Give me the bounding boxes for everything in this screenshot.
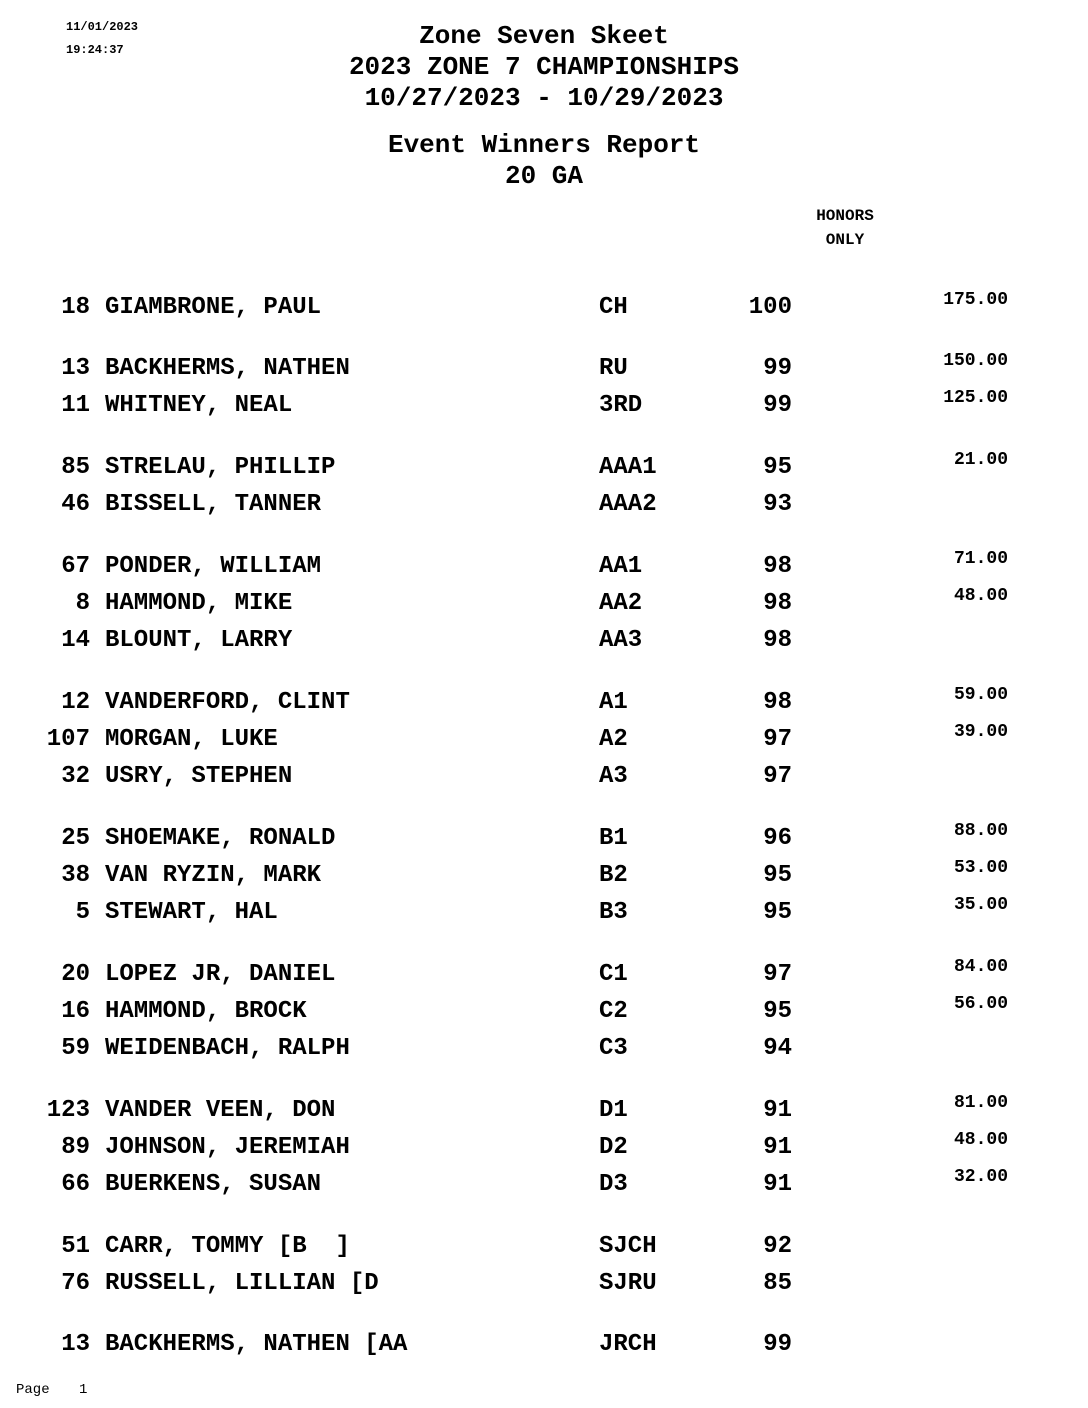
class-award: CH <box>599 294 628 321</box>
winner-row <box>0 1035 1088 1067</box>
event-dates: 10/27/2023 - 10/29/2023 <box>364 83 724 113</box>
shooter-name: VAN RYZIN, MARK <box>105 862 322 889</box>
report-title: Event Winners Report <box>387 130 701 160</box>
score: 98 <box>763 590 792 617</box>
shooter-name: SHOEMAKE, RONALD <box>105 825 336 852</box>
honors-amount: 59.00 <box>953 685 1008 705</box>
score: 98 <box>763 627 792 654</box>
winner-row <box>0 1167 1088 1203</box>
score: 96 <box>763 825 792 852</box>
shooter-number: 32 <box>61 763 90 790</box>
score: 92 <box>763 1233 792 1260</box>
honors-amount: 48.00 <box>953 586 1008 606</box>
honors-amount: 175.00 <box>943 290 1008 310</box>
shooter-number: 66 <box>61 1171 90 1198</box>
winner-row <box>0 1270 1088 1302</box>
shooter-number: 16 <box>61 998 90 1025</box>
honors-amount: 84.00 <box>953 957 1008 977</box>
class-award: B3 <box>599 899 628 926</box>
score: 100 <box>748 294 792 321</box>
shooter-number: 5 <box>75 899 90 926</box>
event-name: 2023 ZONE 7 CHAMPIONSHIPS <box>348 52 740 82</box>
shooter-number: 76 <box>61 1270 90 1297</box>
honors-amount: 39.00 <box>953 722 1008 742</box>
shooter-name: STEWART, HAL <box>105 899 278 926</box>
class-award: SJRU <box>599 1270 657 1297</box>
shooter-number: 20 <box>61 961 90 988</box>
only-header: ONLY <box>825 231 865 249</box>
class-award: A2 <box>599 726 628 753</box>
score: 99 <box>763 355 792 382</box>
shooter-name: RUSSELL, LILLIAN [D <box>105 1270 379 1297</box>
honors-amount: 48.00 <box>953 1130 1008 1150</box>
shooter-name: JOHNSON, JEREMIAH <box>105 1134 350 1161</box>
shooter-number: 8 <box>75 590 90 617</box>
winner-row <box>0 1331 1088 1363</box>
shooter-number: 25 <box>61 825 90 852</box>
score: 85 <box>763 1270 792 1297</box>
shooter-name: BUERKENS, SUSAN <box>105 1171 322 1198</box>
winner-row <box>0 1130 1088 1166</box>
score: 93 <box>763 491 792 518</box>
score: 98 <box>763 689 792 716</box>
shooter-name: CARR, TOMMY [B ] <box>105 1233 350 1260</box>
shooter-number: 85 <box>61 454 90 481</box>
score: 99 <box>763 1331 792 1358</box>
shooter-name: PONDER, WILLIAM <box>105 553 322 580</box>
shooter-number: 107 <box>46 726 90 753</box>
class-award: AA3 <box>599 627 643 654</box>
score: 95 <box>763 454 792 481</box>
shooter-number: 89 <box>61 1134 90 1161</box>
gauge-label: 20 GA <box>504 161 583 191</box>
winner-row <box>0 685 1088 721</box>
shooter-number: 14 <box>61 627 90 654</box>
class-award: B1 <box>599 825 628 852</box>
shooter-number: 46 <box>61 491 90 518</box>
score: 98 <box>763 553 792 580</box>
shooter-name: VANDERFORD, CLINT <box>105 689 350 716</box>
winner-row <box>0 858 1088 894</box>
class-award: AAA2 <box>599 491 657 518</box>
class-award: RU <box>599 355 628 382</box>
winner-row <box>0 722 1088 758</box>
shooter-name: HAMMOND, MIKE <box>105 590 293 617</box>
class-award: C2 <box>599 998 628 1025</box>
winner-row <box>0 450 1088 486</box>
winner-row <box>0 994 1088 1030</box>
shooter-name: USRY, STEPHEN <box>105 763 293 790</box>
score: 95 <box>763 862 792 889</box>
class-award: D3 <box>599 1171 628 1198</box>
winner-row <box>0 821 1088 857</box>
shooter-number: 12 <box>61 689 90 716</box>
page-number: 1 <box>79 1382 88 1398</box>
winner-row <box>0 1093 1088 1129</box>
score: 91 <box>763 1134 792 1161</box>
shooter-name: BACKHERMS, NATHEN [AA <box>105 1331 408 1358</box>
shooter-name: HAMMOND, BROCK <box>105 998 307 1025</box>
score: 94 <box>763 1035 792 1062</box>
winner-row <box>0 1233 1088 1265</box>
shooter-name: GIAMBRONE, PAUL <box>105 294 322 321</box>
class-award: AA1 <box>599 553 643 580</box>
winner-row <box>0 290 1088 326</box>
winner-row <box>0 491 1088 523</box>
shooter-number: 18 <box>61 294 90 321</box>
score: 97 <box>763 763 792 790</box>
shooter-number: 11 <box>61 392 90 419</box>
shooter-name: MORGAN, LUKE <box>105 726 278 753</box>
winner-row <box>0 627 1088 659</box>
class-award: 3RD <box>599 392 643 419</box>
class-award: A3 <box>599 763 628 790</box>
honors-amount: 88.00 <box>953 821 1008 841</box>
honors-amount: 53.00 <box>953 858 1008 878</box>
club-name: Zone Seven Skeet <box>419 21 669 51</box>
shooter-number: 13 <box>61 355 90 382</box>
shooter-name: STRELAU, PHILLIP <box>105 454 336 481</box>
honors-amount: 56.00 <box>953 994 1008 1014</box>
honors-amount: 125.00 <box>943 388 1008 408</box>
shooter-number: 123 <box>46 1097 90 1124</box>
winner-row <box>0 957 1088 993</box>
honors-amount: 81.00 <box>953 1093 1008 1113</box>
class-award: C1 <box>599 961 628 988</box>
honors-header: HONORS <box>816 207 874 225</box>
score: 97 <box>763 961 792 988</box>
score: 91 <box>763 1171 792 1198</box>
class-award: D2 <box>599 1134 628 1161</box>
shooter-name: BLOUNT, LARRY <box>105 627 293 654</box>
score: 95 <box>763 899 792 926</box>
shooter-number: 59 <box>61 1035 90 1062</box>
class-award: AA2 <box>599 590 643 617</box>
winner-row <box>0 351 1088 387</box>
winner-row <box>0 895 1088 931</box>
winner-row <box>0 763 1088 795</box>
shooter-number: 38 <box>61 862 90 889</box>
winner-row <box>0 586 1088 622</box>
shooter-name: WEIDENBACH, RALPH <box>105 1035 350 1062</box>
shooter-name: BACKHERMS, NATHEN <box>105 355 350 382</box>
class-award: C3 <box>599 1035 628 1062</box>
shooter-name: BISSELL, TANNER <box>105 491 322 518</box>
class-award: B2 <box>599 862 628 889</box>
class-award: JRCH <box>599 1331 657 1358</box>
shooter-number: 51 <box>61 1233 90 1260</box>
print-date: 11/01/2023 <box>66 20 139 34</box>
print-time: 19:24:37 <box>66 43 124 57</box>
honors-amount: 32.00 <box>953 1167 1008 1187</box>
score: 97 <box>763 726 792 753</box>
honors-amount: 150.00 <box>943 351 1008 371</box>
page-label: Page <box>16 1382 50 1398</box>
honors-amount: 35.00 <box>953 895 1008 915</box>
shooter-name: LOPEZ JR, DANIEL <box>105 961 336 988</box>
honors-amount: 71.00 <box>953 549 1008 569</box>
score: 99 <box>763 392 792 419</box>
shooter-number: 67 <box>61 553 90 580</box>
class-award: AAA1 <box>599 454 657 481</box>
score: 95 <box>763 998 792 1025</box>
shooter-name: VANDER VEEN, DON <box>105 1097 336 1124</box>
class-award: D1 <box>599 1097 628 1124</box>
score: 91 <box>763 1097 792 1124</box>
shooter-number: 13 <box>61 1331 90 1358</box>
shooter-name: WHITNEY, NEAL <box>105 392 293 419</box>
winner-row <box>0 388 1088 424</box>
class-award: A1 <box>599 689 628 716</box>
class-award: SJCH <box>599 1233 657 1260</box>
honors-amount: 21.00 <box>953 450 1008 470</box>
winner-row <box>0 549 1088 585</box>
